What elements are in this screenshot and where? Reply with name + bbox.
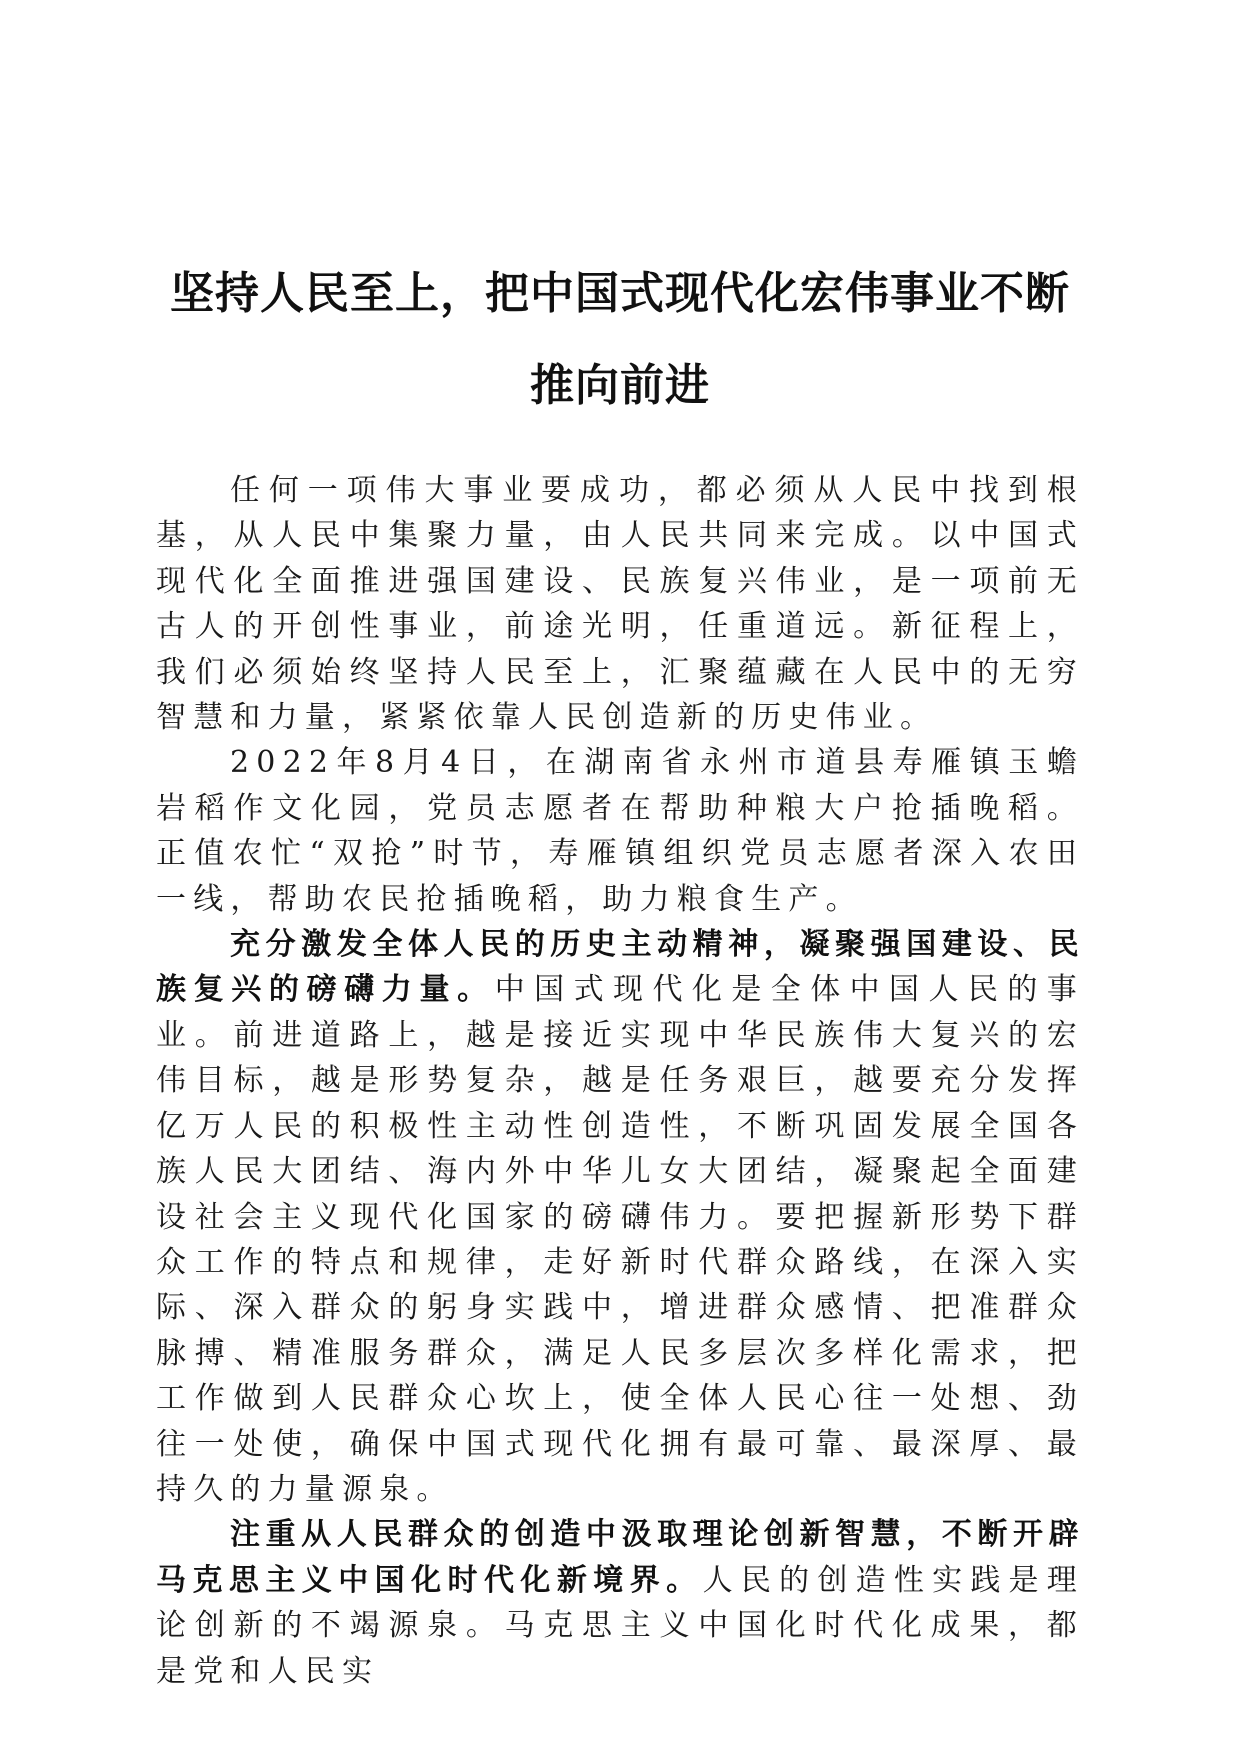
- paragraph-text: 人民的创造性实践是理论创新的不竭源泉。马克思主义中国化时代化成果，都是党和人民实: [156, 1562, 1084, 1689]
- paragraph-text: 中国式现代化是全体中国人民的事业。前进道路上，越是接近实现中华民族伟大复兴的宏伟目标，越是形势复杂，越是任务艰巨，越要充分发挥亿万人民的积极性主动性创造性，不断巩固发展全国各族人民大团结、海内外中华儿女大团结，凝聚起全面建设社会主义现代化国家的磅礴伟力。要把握新形势下群众工作的特点和规律，走好新时代群众路线，在深入实际、深入群众的躬身实践中，增进群众感情、把准群众脉搏、精准服务群众，满足人民多层次多样化需求，把工作做到人民群众心坎上，使全体人民心往一处想、劲往一处使，确保中国式现代化拥有最可靠、最深厚、最持久的力量源泉。: [156, 972, 1084, 1507]
- paragraph-photo-caption: [156, 740, 1084, 922]
- title-line-1: 坚持人民至上，把中国式现代化宏伟事业不断: [170, 268, 1070, 319]
- paragraph-text: 2022年8月4日，在湖南省永州市道县寿雁镇玉蟾岩稻作文化园，党员志愿者在帮助种粮大户抢插晚稻。正值农忙“双抢”时节，寿雁镇组织党员志愿者深入农田一线，帮助农民抢插晚稻，助力粮食生产。: [156, 745, 1084, 917]
- document-body: [156, 468, 1084, 1694]
- paragraph-text: 任何一项伟大事业要成功，都必须从人民中找到根基，从人民中集聚力量，由人民共同来完成。以中国式现代化全面推进强国建设、民族复兴伟业，是一项前无古人的开创性事业，前途光明，任重道远。新征程上，我们必须始终坚持人民至上，汇聚蕴藏在人民中的无穷智慧和力量，紧紧依靠人民创造新的历史伟业。: [156, 473, 1084, 736]
- document-title: [150, 248, 1090, 432]
- paragraph-section-1: [156, 922, 1084, 1512]
- paragraph-lead-heading: 充分激发全体人民的历史主动精神，凝聚强国建设、民族复兴的磅礴力量。: [156, 927, 1084, 1008]
- paragraph-intro: [156, 468, 1084, 740]
- paragraph-lead-heading: 注重从人民群众的创造中汲取理论创新智慧，不断开辟马克思主义中国化时代化新境界。: [156, 1517, 1084, 1598]
- paragraph-section-2: [156, 1512, 1084, 1694]
- title-line-2: 推向前进: [530, 360, 710, 411]
